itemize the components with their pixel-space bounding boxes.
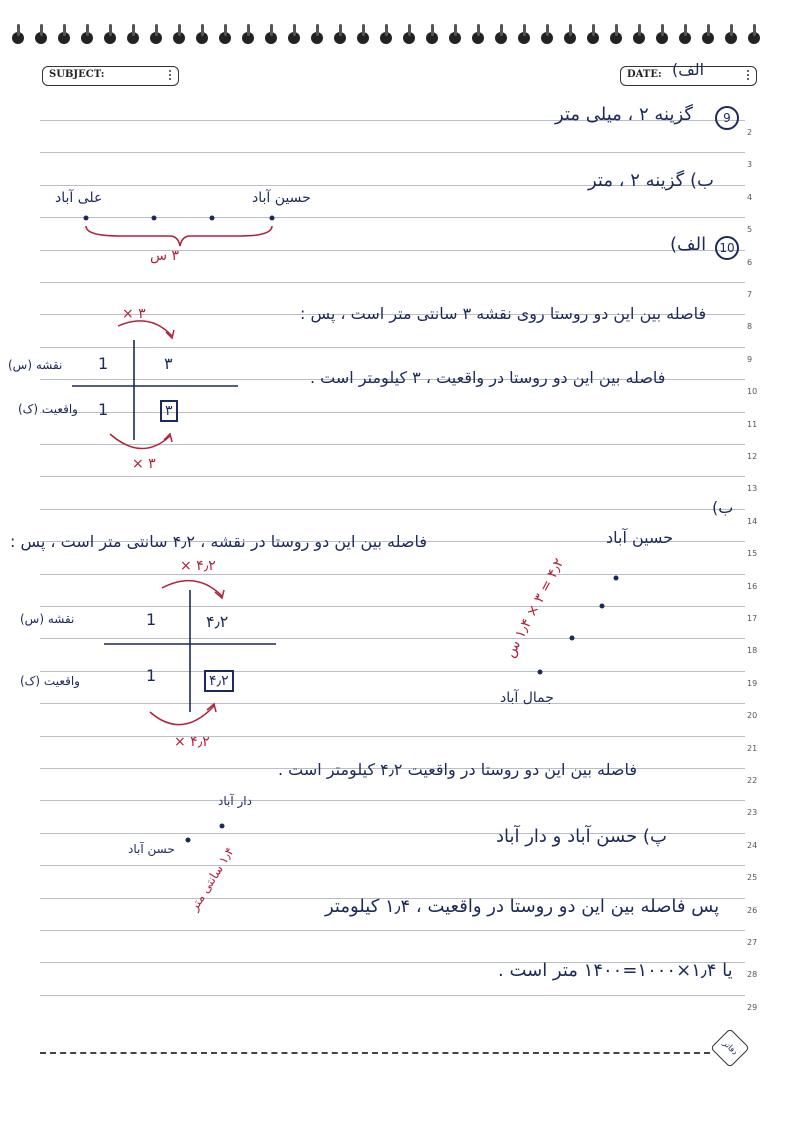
line-number: 19 [747,678,758,688]
q10-sentence-6: یا ۱٫۴×۱۰۰۰=۱۴۰۰ متر است . [498,960,733,981]
brace-label: ۳ س [150,248,180,264]
line-number: 28 [747,970,758,980]
q10-sentence-4: فاصله بین این دو روستا در واقعیت ۴٫۲ کیلومتر است . [278,760,637,779]
line-number: 7 [747,290,753,299]
line-number: 6 [747,257,753,267]
q9-brace [86,226,272,246]
table1-mult-top: × ۳ [122,306,146,322]
line-number: 23 [747,808,758,818]
place-hasan-abad: حسن آباد [128,842,175,856]
line-number: 17 [747,614,758,623]
line-number: 22 [747,776,758,785]
q10-sentence-2: فاصله بین این دو روستا در واقعیت ، ۳ کیلومتر است . [310,368,666,387]
table1-r1c2: ۳ [164,354,173,373]
q10-part-c: پ) حسن آباد و دار آباد [496,826,667,847]
table2-r1c2: ۴٫۲ [206,612,229,631]
table1-row1-label: نقشه (س) [8,358,63,372]
q9-points [84,216,275,221]
line-number: 14 [747,516,758,526]
segment-length-label: ۱٫۴ سانتی متر [186,844,237,914]
q10-part-b-label: ب) [712,498,734,517]
line-number: 12 [747,452,758,461]
line-number: 2 [747,128,753,137]
table2-arrow-top [162,581,222,596]
table2-r2c2-answer: ۴٫۲ [204,670,234,692]
q10c-points [186,824,225,843]
question-9-number: 9 [715,106,739,130]
table2-r1c1: 1 [146,610,157,629]
table2-mult-top: × ۴٫۲ [180,558,216,574]
q10-sentence-3: فاصله بین این دو روستا در نقشه ، ۴٫۲ سانتی متر است ، پس : [10,532,428,551]
table1-r2c1: 1 [98,400,109,419]
q9-answer-a: گزینه ۲ ، میلی متر [555,104,694,125]
q10-sentence-1: فاصله بین این دو روستا روی نقشه ۳ سانتی متر است ، پس : [300,304,707,323]
table1-arrow-bottom [110,434,170,449]
table1-row2-label: واقعیت (ک) [18,402,78,416]
line-number: 27 [747,938,758,947]
line-number: 11 [747,419,758,429]
date-label: DATE: [627,69,662,80]
line-number: 24 [747,840,758,850]
line-number: 26 [747,905,758,915]
line-number: 10 [747,387,758,397]
q9-answer-b: ب) گزینه ۲ ، متر [588,170,714,191]
line-number: 8 [747,322,753,332]
table2-row1-label: نقشه (س) [20,612,75,626]
table1-r2c2-answer: ۳ [160,400,178,422]
table2-mult-bottom: × ۴٫۲ [174,734,210,750]
place-ali-abad: علی آباد [55,190,103,206]
line-number: 21 [747,743,758,753]
table2-arrow-bottom [150,706,214,725]
line-number: 20 [747,711,758,721]
place-hossein-abad-1: حسین آباد [252,190,311,206]
line-number: 18 [747,646,758,656]
q10-sentence-5: پس فاصله بین این دو روستا در واقعیت ، ۱٫۴ کیلومتر [325,896,720,917]
diagonal-distance-label: ۴٫۲ = ۳ × ۱٫۴ س [501,555,568,661]
q10b-points [538,576,619,675]
table2-r2c1: 1 [146,666,157,685]
line-number: 5 [747,225,753,235]
table2-row2-label: واقعیت (ک) [20,674,80,688]
place-dar-abad: دار آباد [218,794,252,808]
subject-label: SUBJECT: [49,69,105,80]
place-jamal-abad: جمال آباد [500,690,554,706]
line-number: 16 [747,581,758,591]
place-hossein-abad-2: حسین آباد [606,528,674,547]
line-number: 4 [747,192,753,202]
line-number: 15 [747,549,758,559]
table1-arrow-top [118,321,172,336]
line-number: 29 [747,1002,758,1012]
footer-line [40,1052,710,1054]
date-value-handwriting: الف) [672,60,705,79]
table1-mult-bottom: × ۳ [132,456,156,472]
q10-part-a-label: الف) [670,234,707,255]
line-number: 9 [747,354,753,364]
line-number: 25 [747,873,758,883]
table1-r1c1: 1 [98,354,109,373]
question-10-number: 10 [715,236,739,260]
line-number: 3 [747,160,753,170]
brand-logo: دفاتر [710,1028,750,1068]
line-number: 13 [747,484,758,494]
